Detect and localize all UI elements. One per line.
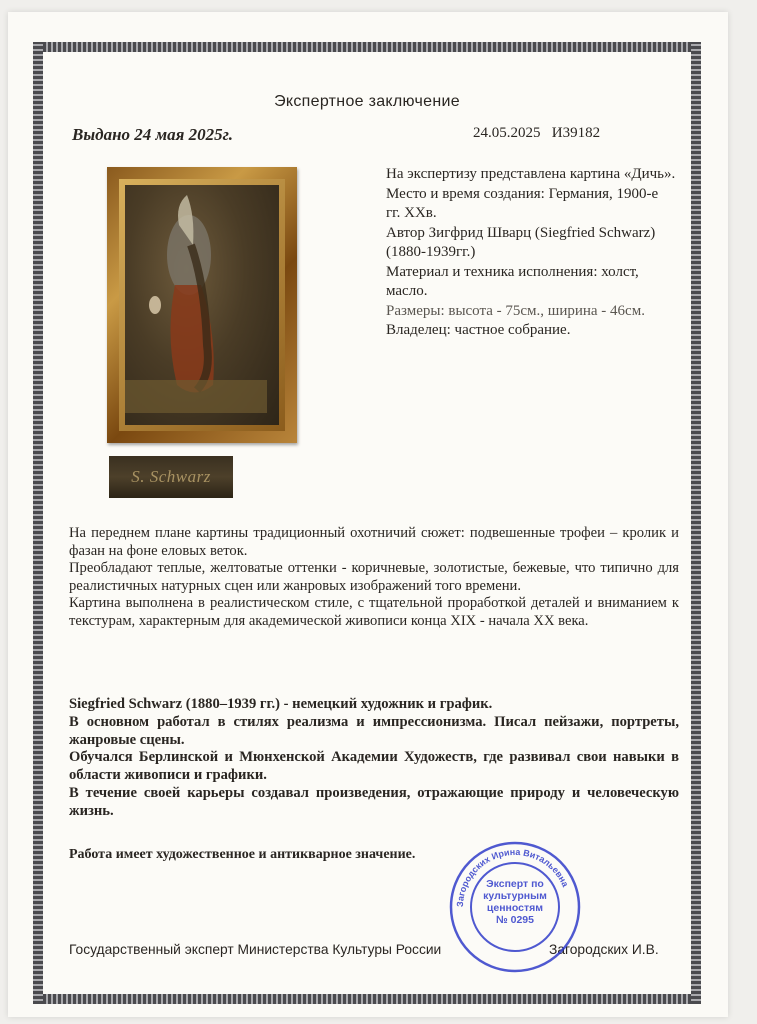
description-paragraph: Картина выполнена в реалистическом стиле, с тщательной проработкой деталей и вниманием к текстурам, характерным для академической живописи конца XIX - начала XX века. xyxy=(69,595,679,629)
expert-footer xyxy=(69,942,679,957)
painting-canvas xyxy=(125,185,279,425)
biography-paragraph: Обучался Берлинской и Мюнхенской Академии Художеств, где развивал свои навыки в области живописи и графики. xyxy=(69,749,679,784)
expert-title: Государственный эксперт Министерства Культуры России xyxy=(69,942,442,957)
description-paragraph: Преобладают теплые, желтоватые оттенки - коричневые, золотистые, бежевые, что типично для реалистичных натурных сцен или жанровых изображений того времени. xyxy=(69,560,679,594)
stamp-line: ценностям xyxy=(486,902,544,914)
stamp-ring-text: Загородских Ирина Витальевна xyxy=(454,846,571,908)
info-line: Материал и техника исполнения: холст, масло. xyxy=(386,263,639,299)
artist-biography xyxy=(69,696,679,821)
info-line: Владелец: частное собрание. xyxy=(386,322,571,338)
certificate-content xyxy=(43,52,691,994)
stamp-line: культурным xyxy=(483,890,547,902)
expert-name: Загородских И.В. xyxy=(549,942,659,957)
painting-photo xyxy=(107,167,297,443)
stamp-line: Эксперт по xyxy=(486,878,544,890)
decorative-border xyxy=(33,42,701,1004)
date-and-number: 24.05.2025 И39182 xyxy=(473,125,601,141)
artwork-info xyxy=(386,165,676,341)
artwork-description xyxy=(69,525,679,630)
description-paragraph: На переднем плане картины традиционный охотничий сюжет: подвешенные трофеи – кролик и фазан на фоне еловых веток. xyxy=(69,525,679,559)
stamp-line: № 0295 xyxy=(496,914,534,926)
issue-date: Выдано 24 мая 2025г. xyxy=(72,125,233,144)
stamp-center-text xyxy=(448,878,582,926)
border-left xyxy=(33,42,43,1004)
signature-label: S. Schwarz xyxy=(131,467,211,486)
value-statement: Работа имеет художественное и антикварное значение. xyxy=(69,847,416,862)
info-line: Размеры: высота - 75см., ширина - 46см. xyxy=(386,302,645,319)
biography-paragraph: В течение своей карьеры создавал произведения, отражающие природу и человеческую жизнь. xyxy=(69,784,679,819)
biography-paragraph: В основном работал в стилях реализма и импрессионизма. Писал пейзажи, портреты, жанровые сцены. xyxy=(69,713,679,748)
signature-detail-photo xyxy=(109,456,233,498)
certificate-sheet xyxy=(8,12,728,1017)
document-heading: Экспертное заключение xyxy=(274,93,460,110)
biography-paragraph: Siegfried Schwarz (1880–1939 гг.) - немецкий художник и график. xyxy=(69,696,493,712)
expert-stamp xyxy=(448,840,582,974)
border-right xyxy=(691,42,701,1004)
info-line: Место и время создания: Германия, 1900-е гг. XXв. xyxy=(386,185,659,221)
info-line: Автор Зигфрид Шварц (Siegfried Schwarz) (1880-1939гг.) xyxy=(386,224,656,260)
info-line: На экспертизу представлена картина «Дичь». xyxy=(386,166,676,182)
